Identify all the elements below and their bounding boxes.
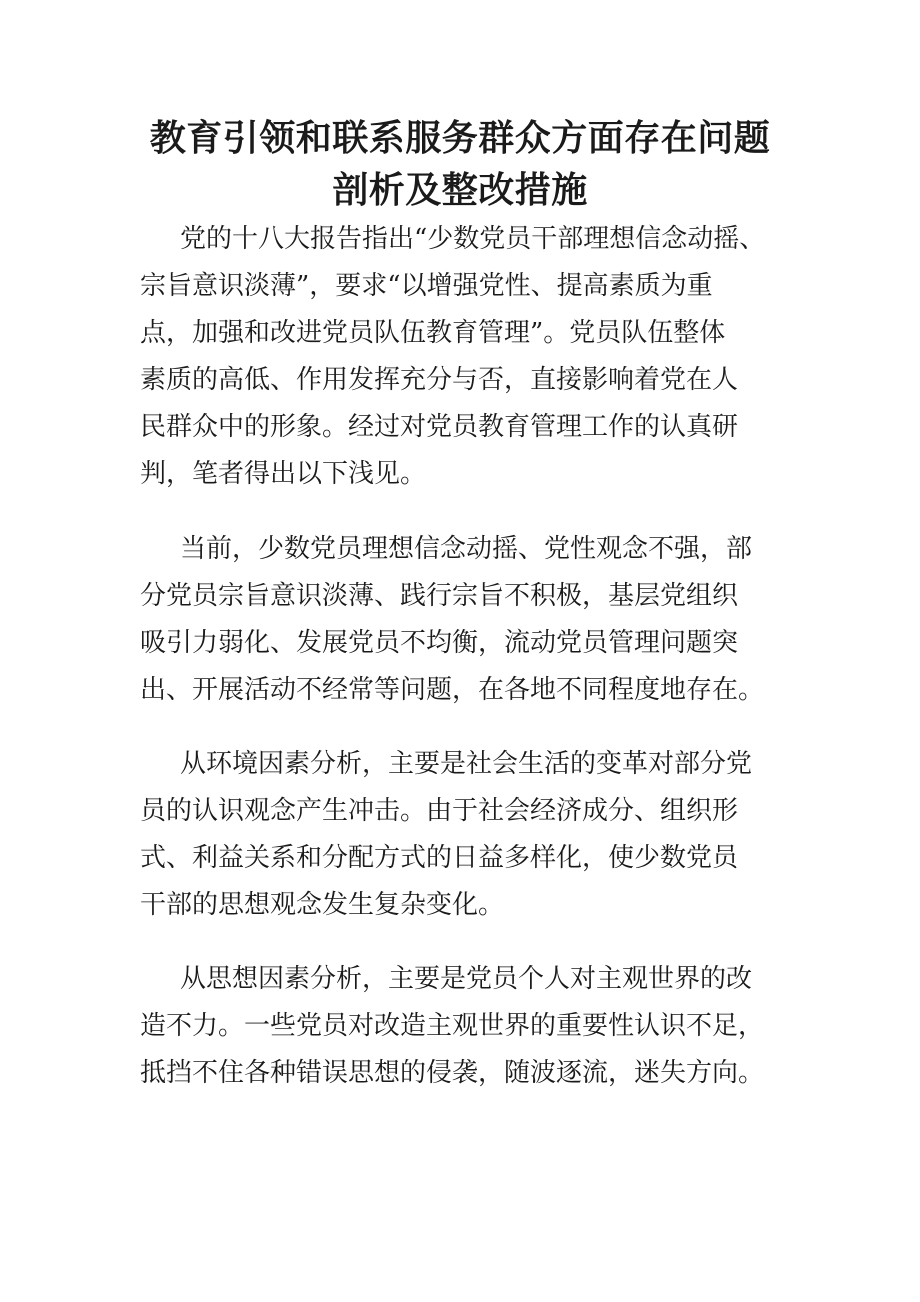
paragraph-4	[140, 956, 785, 1097]
title-line: 教育引领和联系服务群众方面存在问题	[149, 117, 771, 159]
text-line: 判，笔者得出以下浅见。	[140, 459, 427, 489]
text-line: 出、开展活动不经常等问题，在各地不同程度地存在。	[140, 675, 765, 705]
text-line: 宗旨意识淡薄”，要求“以增强党性、提高素质为重	[140, 271, 713, 301]
document-title	[100, 112, 820, 216]
text-line: 素质的高低、作用发挥充分与否，直接影响着党在人	[140, 365, 739, 395]
text-line: 当前，少数党员理想信念动摇、党性观念不强，部	[180, 534, 753, 564]
paragraph-2	[140, 526, 785, 714]
text-line: 式、利益关系和分配方式的日益多样化，使少数党员	[140, 843, 739, 873]
text-line: 党的十八大报告指出“少数党员干部理想信念动摇、	[180, 224, 766, 254]
text-line: 员的认识观念产生冲击。由于社会经济成分、组织形	[140, 796, 739, 826]
text-line: 从思想因素分析，主要是党员个人对主观世界的改	[180, 964, 753, 994]
text-line: 从环境因素分析，主要是社会生活的变革对部分党	[180, 749, 753, 779]
text-line: 民群众中的形象。经过对党员教育管理工作的认真研	[140, 412, 739, 442]
text-line: 吸引力弱化、发展党员不均衡，流动党员管理问题突	[140, 628, 739, 658]
text-line: 干部的思想观念发生复杂变化。	[140, 890, 505, 920]
paragraph-3	[140, 741, 785, 929]
title-line: 剖析及整改措施	[332, 169, 588, 211]
paragraph-1	[140, 216, 785, 498]
text-line: 点，加强和改进党员队伍教育管理”。党员队伍整体	[140, 318, 726, 348]
text-line: 分党员宗旨意识淡薄、践行宗旨不积极，基层党组织	[140, 581, 739, 611]
text-line: 抵挡不住各种错误思想的侵袭，随波逐流，迷失方向。	[140, 1058, 765, 1088]
text-line: 造不力。一些党员对改造主观世界的重要性认识不足，	[140, 1011, 765, 1041]
